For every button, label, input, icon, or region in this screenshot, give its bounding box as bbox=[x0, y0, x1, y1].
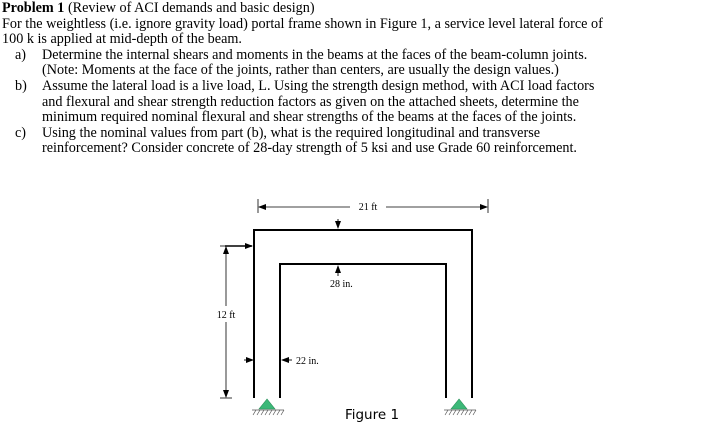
frame-outline bbox=[254, 230, 472, 398]
item-a-line-1: Determine the internal shears and moments in the beams at the faces of the beam-column joints. bbox=[42, 46, 588, 63]
item-b-line-1: Assume the lateral load is a live load, L. Using the strength design method, with ACI load factors bbox=[42, 77, 595, 94]
item-a-line-2: (Note: Moments at the face of the joints, rather than centers, are usually the design values.) bbox=[42, 62, 559, 79]
right-support-hatch bbox=[445, 410, 476, 415]
span-label: 21 ft bbox=[358, 202, 378, 213]
item-c-label: c) bbox=[15, 124, 27, 141]
right-support-triangle bbox=[451, 399, 467, 409]
item-c-line-1: Using the nominal values from part (b), what is the required longitudinal and transverse bbox=[42, 124, 541, 141]
item-b-label: b) bbox=[15, 77, 27, 94]
item-a-label: a) bbox=[15, 46, 27, 63]
left-support bbox=[252, 399, 284, 415]
height-dimension bbox=[217, 246, 236, 398]
column-width-label: 22 in. bbox=[296, 356, 319, 367]
right-support bbox=[444, 399, 476, 415]
left-support-triangle bbox=[259, 399, 275, 409]
span-dimension bbox=[258, 199, 488, 213]
item-c-line-2: reinforcement? Consider concrete of 28-day strength of 5 ksi and use Grade 60 reinforcement. bbox=[42, 140, 577, 157]
height-label: 12 ft bbox=[216, 310, 236, 321]
left-support-hatch bbox=[253, 410, 284, 415]
frame-inner bbox=[280, 264, 446, 398]
problem-title-bold: Problem 1 bbox=[2, 0, 65, 16]
item-b-line-3: minimum required nominal flexural and shear strengths of the beams at the faces of the joints. bbox=[42, 109, 577, 126]
beam-depth-label: 28 in. bbox=[330, 279, 353, 290]
item-b-line-2: and flexural and shear strength reduction factors as given on the attached sheets, determine the bbox=[42, 93, 579, 110]
intro-line-1: For the weightless (i.e. ignore gravity load) portal frame shown in Figure 1, a service level lateral force of bbox=[2, 15, 603, 32]
frame-outer bbox=[254, 230, 472, 398]
intro-line-2: 100 k is applied at mid-depth of the beam. bbox=[2, 31, 242, 48]
problem-title-rest: (Review of ACI demands and basic design) bbox=[64, 0, 315, 16]
figure-caption: Figure 1 bbox=[344, 407, 400, 423]
